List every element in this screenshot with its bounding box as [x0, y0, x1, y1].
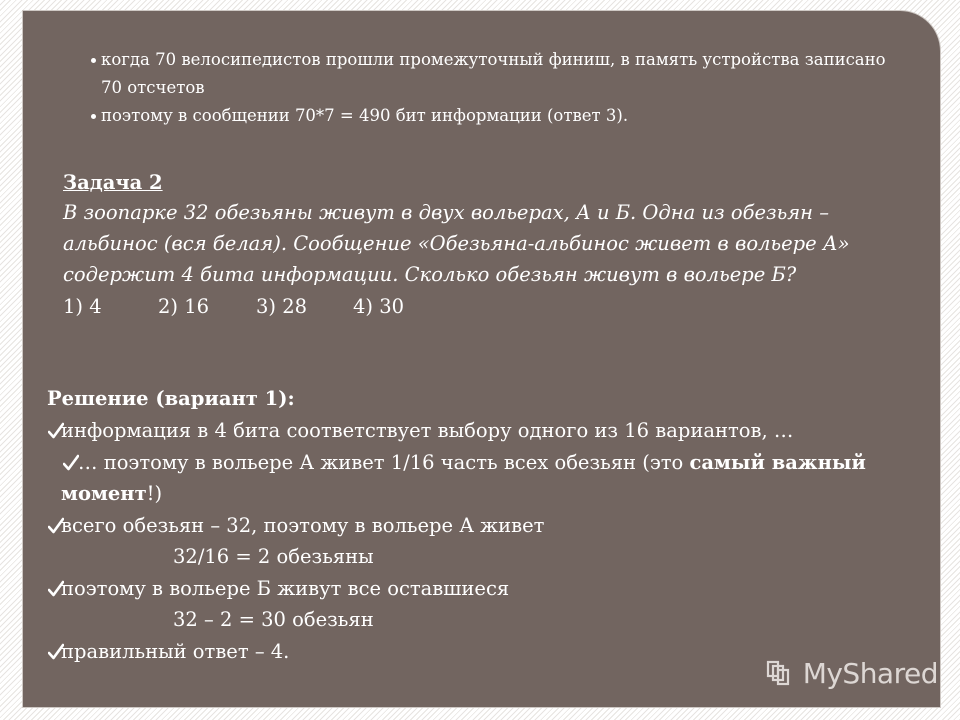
option-4: 4) 30 — [353, 295, 405, 318]
option-2: 2) 16 — [158, 295, 210, 318]
solution-step — [47, 447, 927, 510]
checkmark-icon — [48, 422, 64, 440]
step-formula: 32/16 = 2 обезьяны — [173, 545, 374, 568]
bullet-text: когда 70 велосипедистов прошли промежуточный финиш, в память устройства записано 70 отсчетов — [101, 50, 886, 97]
watermark-text: MyShared — [802, 656, 938, 690]
solution-step — [47, 573, 927, 636]
bullet-dot-icon — [91, 114, 96, 119]
answer-options — [63, 291, 893, 322]
myshared-logo-icon — [765, 659, 799, 687]
watermark-logo — [765, 658, 938, 688]
step-text: всего обезьян – 32, поэтому в вольере А живет — [61, 513, 545, 537]
task-text: В зоопарке 32 обезьяны живут в двух вольерах, А и Б. Одна из обезьян – альбинос (вся белая). Сообщение «Обезьяна-альбинос живет в вольере А» содержит 4 бита информации. Сколько обезьян живут в вольере Б? — [63, 201, 850, 286]
solution-step — [47, 415, 927, 447]
checkmark-icon — [63, 454, 79, 472]
step-text-end: !) — [146, 482, 163, 505]
solution-block — [47, 383, 927, 667]
task-title: Задача 2 — [63, 171, 163, 194]
task-block — [63, 168, 893, 322]
bullet-dot-icon — [91, 58, 96, 63]
solution-step — [47, 510, 927, 573]
step-formula: 32 – 2 = 30 обезьян — [173, 608, 374, 631]
checkmark-icon — [48, 580, 64, 598]
option-3: 3) 28 — [256, 295, 308, 318]
top-bullet-list — [91, 46, 901, 130]
bullet-text: поэтому в сообщении 70*7 = 490 бит информации (ответ 3). — [101, 106, 629, 125]
step-text: … поэтому в вольере А живет 1/16 часть всех обезьян (это — [78, 450, 690, 474]
step-text: информация в 4 бита соответствует выбору одного из 16 вариантов, … — [61, 419, 794, 442]
bullet-item — [91, 46, 901, 102]
checkmark-icon — [48, 517, 64, 535]
solution-title: Решение (вариант 1): — [47, 387, 295, 410]
bullet-item — [91, 102, 901, 130]
step-text: правильный ответ – 4. — [61, 639, 290, 663]
step-text: поэтому в вольере Б живут все оставшиеся — [61, 576, 510, 600]
emphasis-text: самый важный момент — [61, 450, 866, 505]
checkmark-icon — [48, 643, 64, 661]
option-1: 1) 4 — [63, 295, 102, 318]
